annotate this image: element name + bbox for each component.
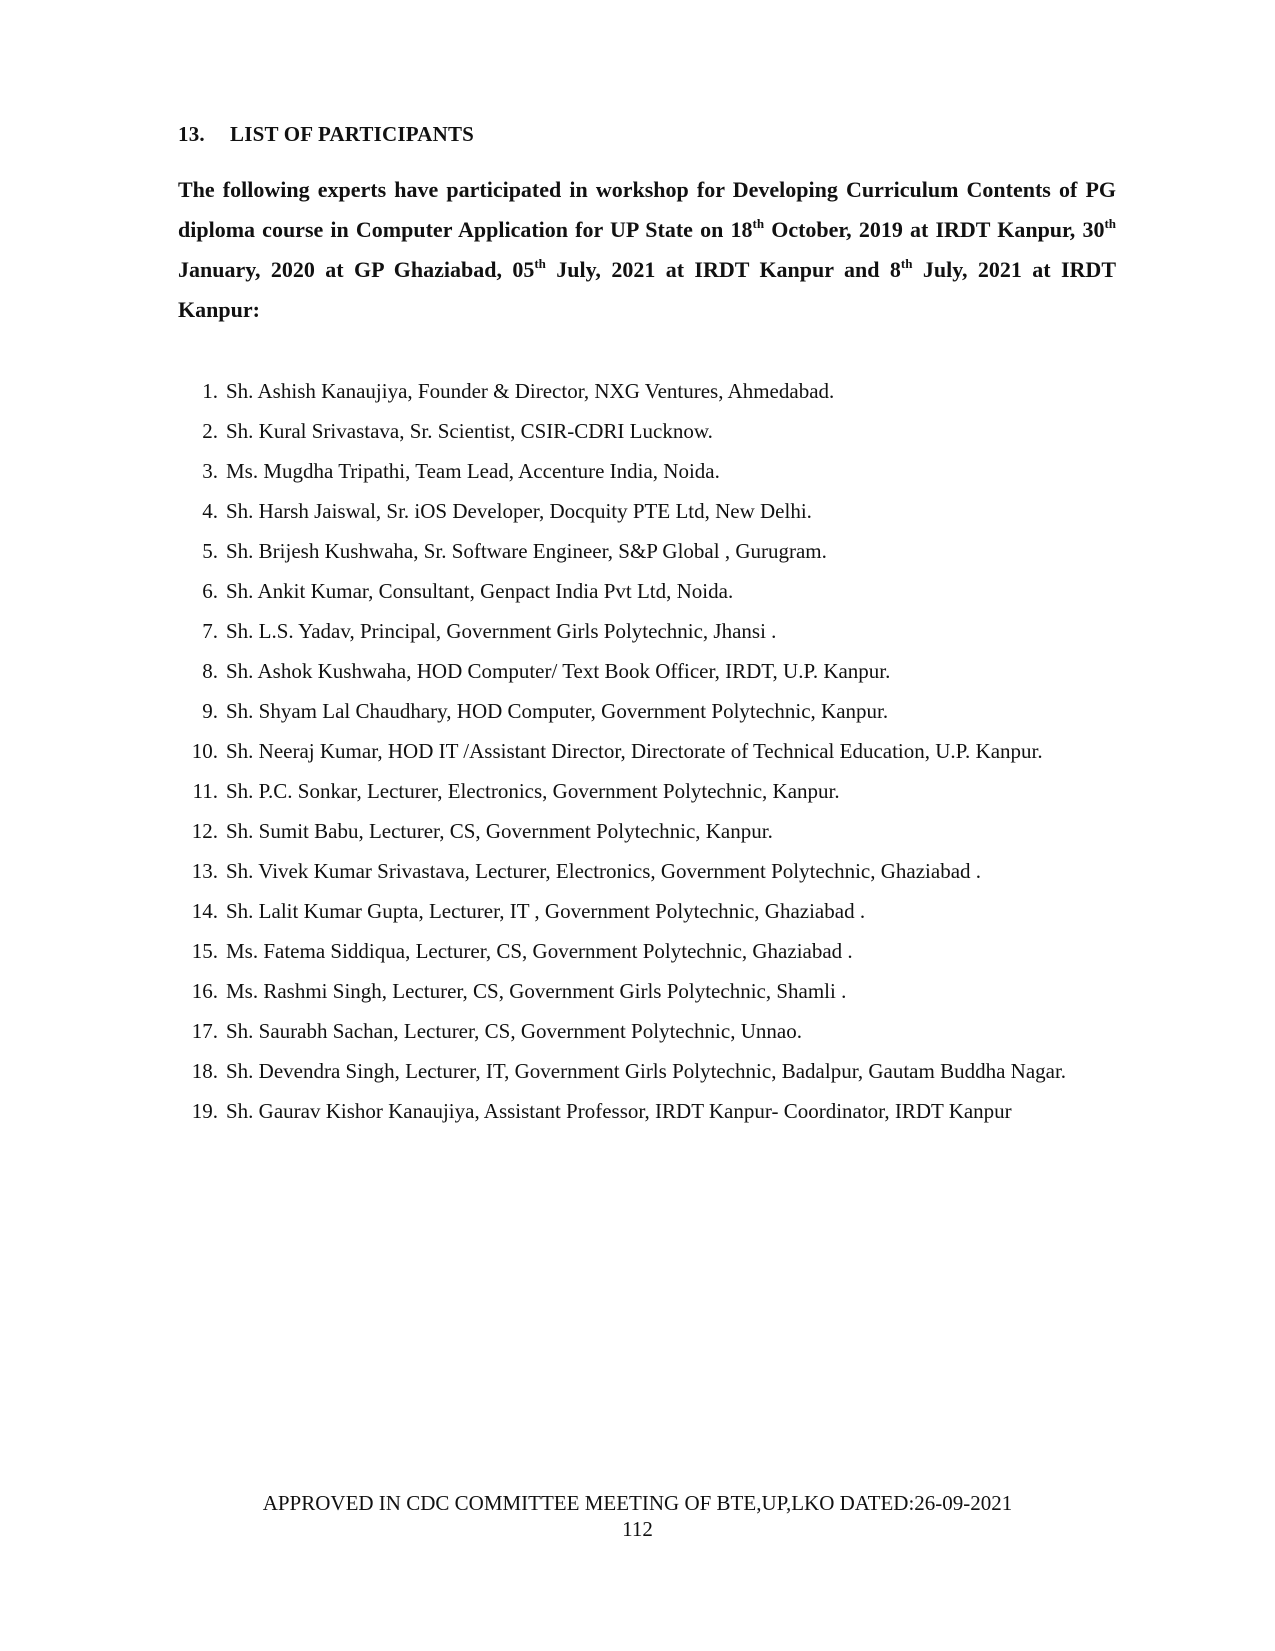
section-number: 13.: [178, 122, 205, 146]
item-number: 3.: [202, 459, 218, 483]
item-text: Ms. Rashmi Singh, Lecturer, CS, Government Girls Polytechnic, Shamli .: [226, 979, 847, 1003]
list-item: [178, 771, 1116, 811]
list-item: [178, 731, 1116, 771]
item-text: Sh. P.C. Sonkar, Lecturer, Electronics, Government Polytechnic, Kanpur.: [226, 779, 840, 803]
item-text: Sh. Ankit Kumar, Consultant, Genpact India Pvt Ltd, Noida.: [226, 579, 734, 603]
item-number: 13.: [191, 859, 218, 883]
page-number: 112: [622, 1517, 653, 1541]
intro-text-4: July, 2021 at IRDT Kanpur and 8: [545, 257, 901, 282]
item-number: 8.: [202, 659, 218, 683]
list-item: [178, 371, 1116, 411]
item-number: 1.: [202, 379, 218, 403]
item-number: 7.: [202, 619, 218, 643]
list-item: [178, 811, 1116, 851]
list-item: [178, 611, 1116, 651]
list-item: [178, 851, 1116, 891]
item-number: 16.: [191, 979, 218, 1003]
item-text: Sh. Brijesh Kushwaha, Sr. Software Engineer, S&P Global , Gurugram.: [226, 539, 827, 563]
item-text: Sh. Vivek Kumar Srivastava, Lecturer, Electronics, Government Polytechnic, Ghaziabad .: [226, 859, 982, 883]
list-item: [178, 451, 1116, 491]
intro-text-3: January, 2020 at GP Ghaziabad, 05: [178, 257, 535, 282]
list-item: [178, 571, 1116, 611]
list-item: [178, 931, 1116, 971]
list-item: [178, 1091, 1116, 1131]
item-text: Sh. L.S. Yadav, Principal, Government Girls Polytechnic, Jhansi .: [226, 619, 777, 643]
list-item: [178, 411, 1116, 451]
item-number: 12.: [191, 819, 218, 843]
intro-text-2: October, 2019 at IRDT Kanpur, 30: [764, 217, 1105, 242]
intro-text-1: The following experts have participated in workshop for Developing Curriculum Contents of PG diploma course in Computer Application for UP State on 18: [178, 177, 1116, 242]
item-text: Sh. Ashok Kushwaha, HOD Computer/ Text Book Officer, IRDT, U.P. Kanpur.: [226, 659, 891, 683]
section-heading: [178, 122, 474, 147]
approval-note: APPROVED IN CDC COMMITTEE MEETING OF BTE,UP,LKO DATED:26-09-2021: [262, 1491, 1013, 1515]
item-text: Ms. Fatema Siddiqua, Lecturer, CS, Government Polytechnic, Ghaziabad .: [226, 939, 853, 963]
intro-sup-4: th: [900, 255, 913, 271]
intro-sup-2: th: [1104, 215, 1117, 231]
list-item: [178, 1011, 1116, 1051]
list-item: [178, 891, 1116, 931]
list-item: [178, 491, 1116, 531]
item-number: 18.: [191, 1059, 218, 1083]
list-item: [178, 531, 1116, 571]
list-item: [178, 1051, 1116, 1091]
item-number: 10.: [191, 739, 218, 763]
item-number: 4.: [202, 499, 218, 523]
intro-sup-3: th: [534, 255, 546, 271]
section-title: LIST OF PARTICIPANTS: [230, 122, 475, 146]
page-footer: [0, 1490, 1275, 1542]
intro-paragraph: [178, 170, 1116, 330]
item-text: Sh. Ashish Kanaujiya, Founder & Director, NXG Ventures, Ahmedabad.: [226, 379, 835, 403]
intro-sup-1: th: [752, 215, 765, 231]
item-number: 2.: [202, 419, 218, 443]
list-item: [178, 651, 1116, 691]
intro-text-5: July, 2021 at IRDT Kanpur:: [178, 257, 1116, 322]
participant-list: [178, 371, 1116, 1131]
item-number: 6.: [202, 579, 218, 603]
item-number: 19.: [191, 1099, 218, 1123]
item-text: Sh. Devendra Singh, Lecturer, IT, Government Girls Polytechnic, Badalpur, Gautam Buddha Nagar.: [226, 1059, 1067, 1083]
item-text: Sh. Harsh Jaiswal, Sr. iOS Developer, Docquity PTE Ltd, New Delhi.: [226, 499, 812, 523]
item-number: 14.: [191, 899, 218, 923]
item-text: Ms. Mugdha Tripathi, Team Lead, Accenture India, Noida.: [226, 459, 720, 483]
item-text: Sh. Saurabh Sachan, Lecturer, CS, Government Polytechnic, Unnao.: [226, 1019, 802, 1043]
list-item: [178, 691, 1116, 731]
item-text: Sh. Lalit Kumar Gupta, Lecturer, IT , Government Polytechnic, Ghaziabad .: [226, 899, 866, 923]
item-number: 17.: [191, 1019, 218, 1043]
list-item: [178, 971, 1116, 1011]
item-text: Sh. Gaurav Kishor Kanaujiya, Assistant Professor, IRDT Kanpur- Coordinator, IRDT Kanpur: [226, 1099, 1012, 1123]
item-number: 5.: [202, 539, 218, 563]
item-text: Sh. Shyam Lal Chaudhary, HOD Computer, Government Polytechnic, Kanpur.: [226, 699, 889, 723]
item-text: Sh. Kural Srivastava, Sr. Scientist, CSIR-CDRI Lucknow.: [226, 419, 713, 443]
item-number: 15.: [191, 939, 218, 963]
item-text: Sh. Sumit Babu, Lecturer, CS, Government Polytechnic, Kanpur.: [226, 819, 773, 843]
item-text: Sh. Neeraj Kumar, HOD IT /Assistant Director, Directorate of Technical Education, U.P. Kanpur.: [226, 739, 1043, 763]
item-number: 9.: [202, 699, 218, 723]
item-number: 11.: [192, 779, 218, 803]
